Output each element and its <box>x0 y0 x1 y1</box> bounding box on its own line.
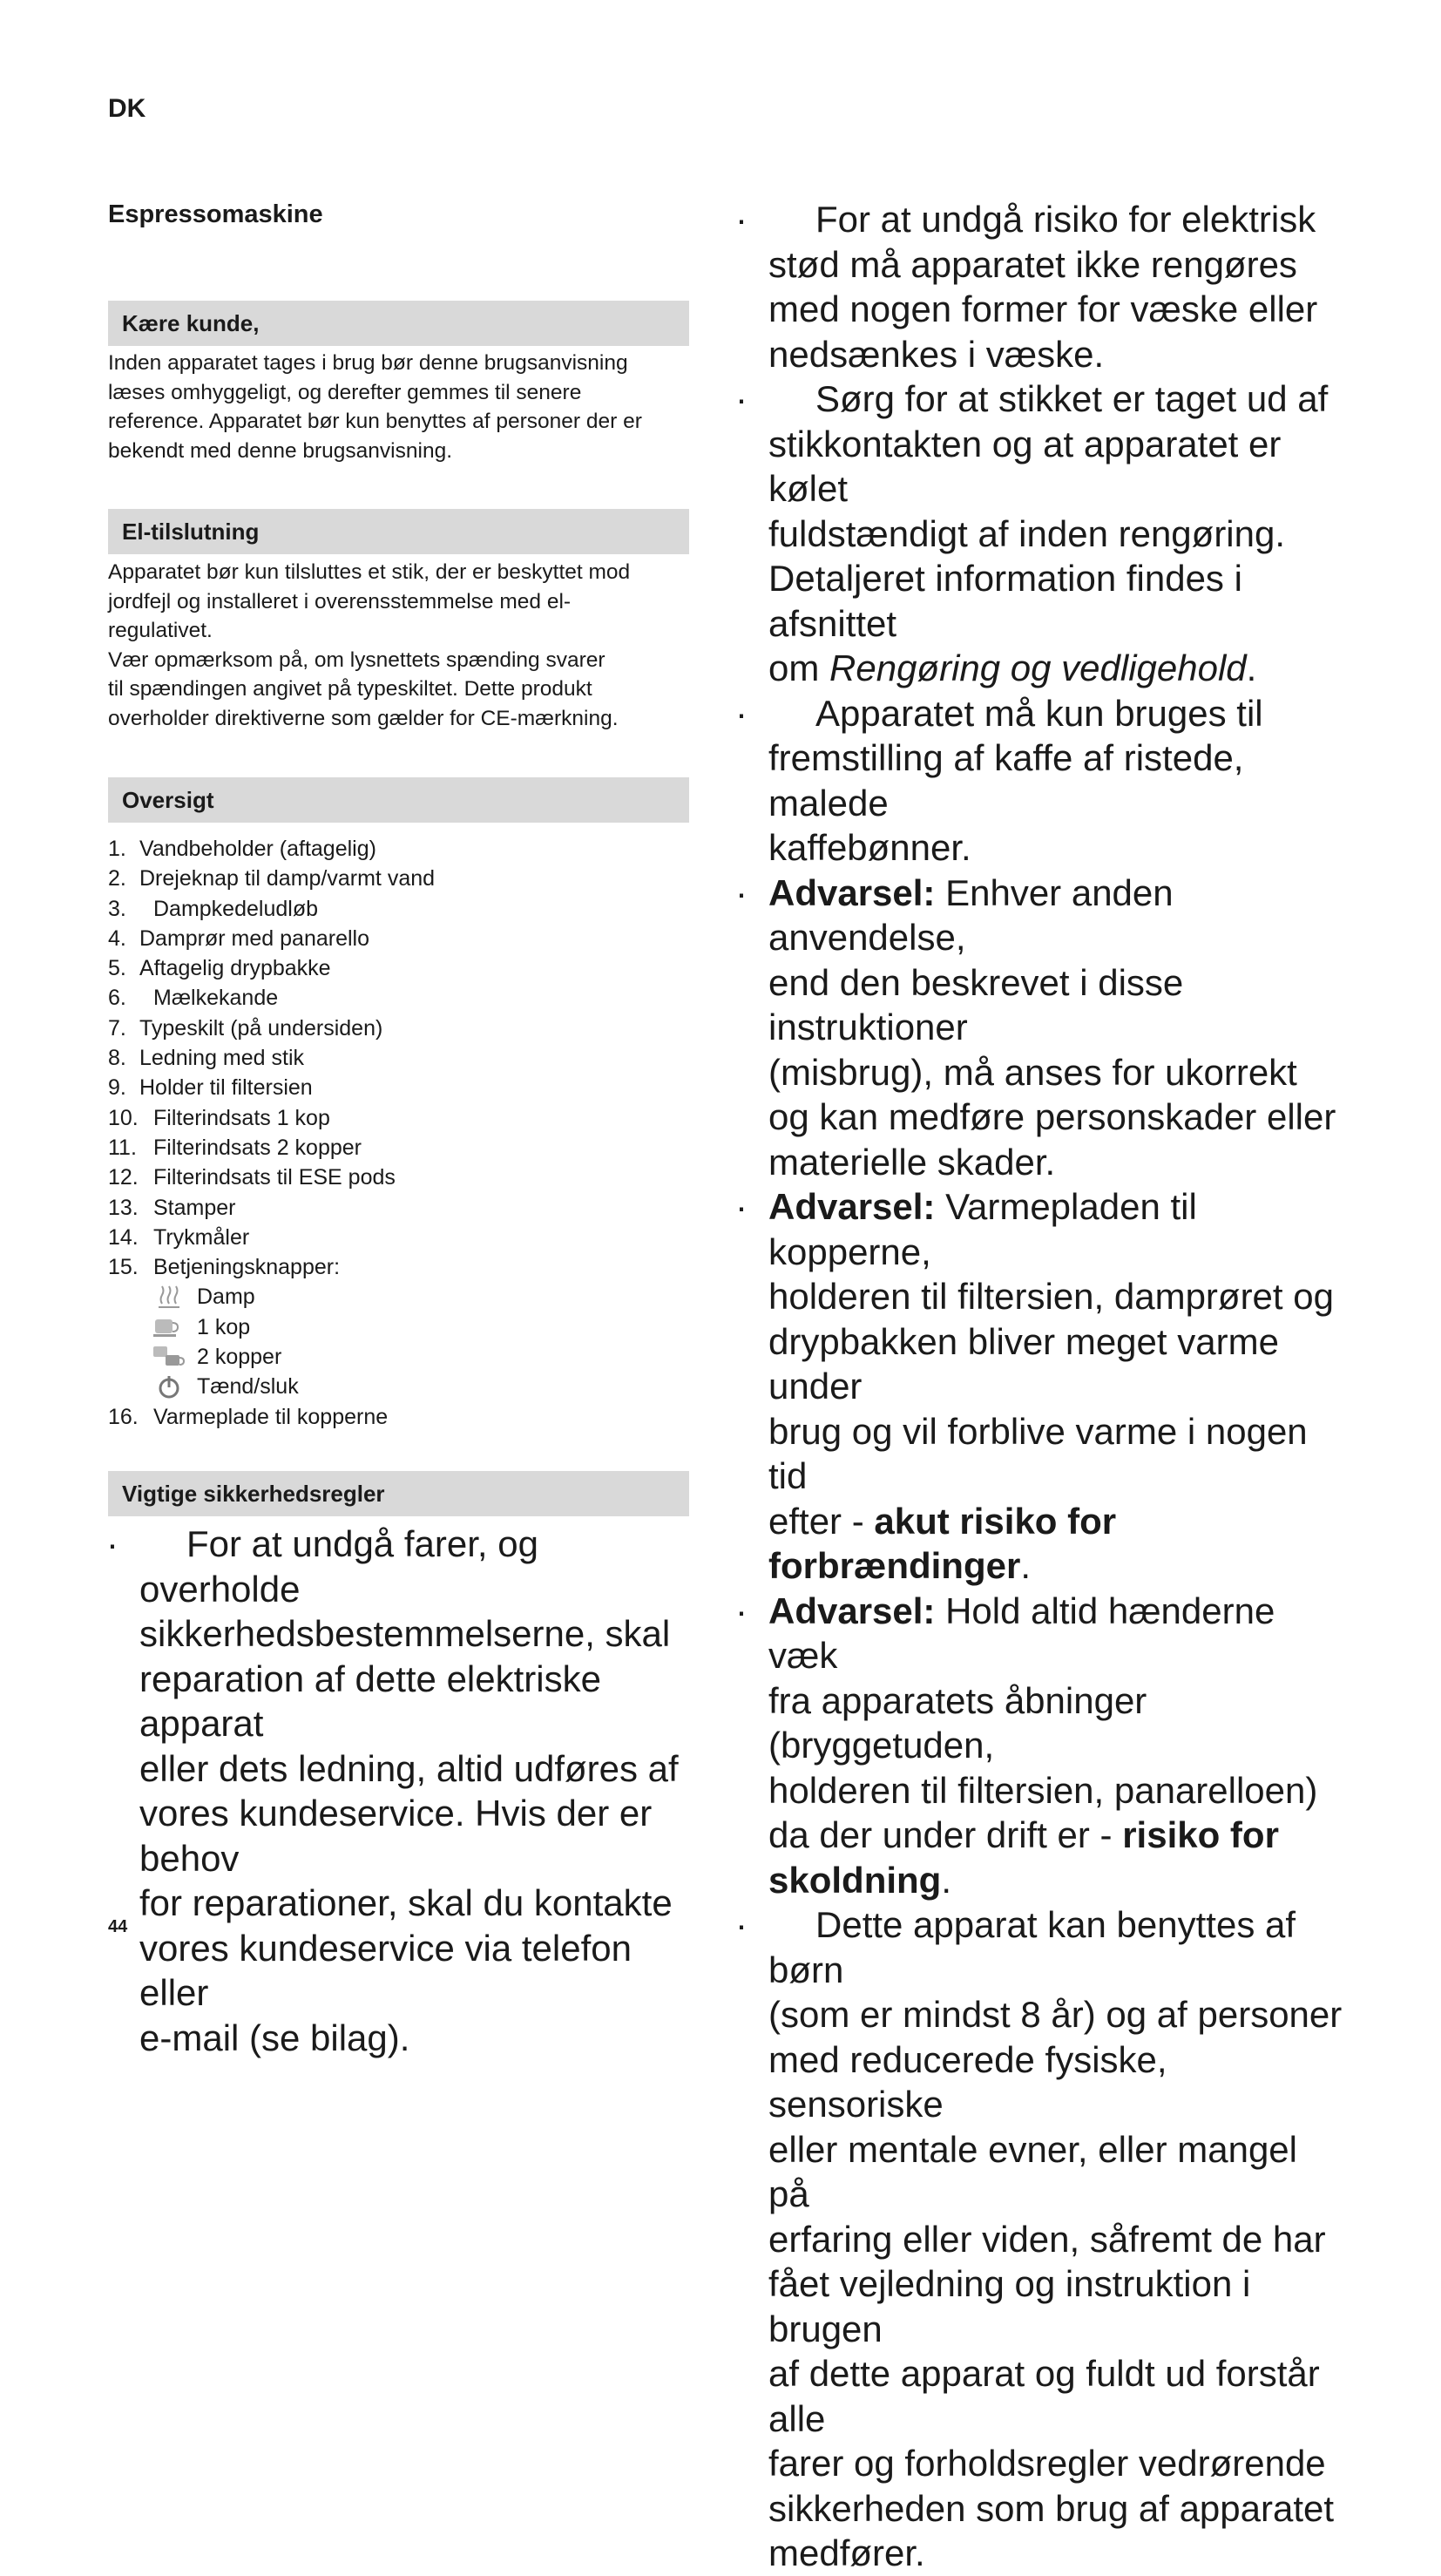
safety-rule-repair: · For at undgå farer, og overholde sikkerhedsbestemmelserne, skal reparation af dette elektriske apparat eller dets ledning, altid udføres af vores kundeservice. Hvis der er behov for reparationer, skal du kontakte vores kundeservice via telefon eller e-mail (se bilag). <box>106 1523 679 2058</box>
overview-list <box>108 834 689 1432</box>
bullet: · <box>106 1523 118 1564</box>
page-title: Espressomaskine <box>108 200 323 228</box>
safety-rule-use: · Apparatet må kun bruges til fremstilling af kaffe af ristede, malede kaffebønner. <box>735 692 1263 868</box>
text-line: Apparatet bør kun tilsluttes et stik, der er beskyttet mod <box>108 560 631 584</box>
list-item: 11. Filterindsats 2 kopper <box>108 1135 362 1160</box>
list-item: 5. Aftagelig drypbakke <box>108 956 331 981</box>
text-line: jordfejl og installeret i overensstemmelse med el- <box>108 589 572 613</box>
steam-icon <box>152 1285 186 1311</box>
text-line: bekendt med denne brugsanvisning. <box>108 438 453 463</box>
safety-rule-children: · Dette apparat kan benyttes af børn (som er mindst 8 år) og af personer med reducerede fysiske, sensoriske eller mentale evner, eller mangel på erfaring eller viden, såfremt de har fået vejledning og instruktion i brugen af dette apparat og fuldt ud forstår alle farer og forholdsregler vedrørende sikkerheden som brug af apparatet medfører. <box>735 1904 1343 2573</box>
safety-rules-right <box>737 197 1347 2576</box>
section-heading-oversigt: Oversigt <box>108 777 689 823</box>
list-item: 3. Dampkedeludløb <box>108 896 318 921</box>
text-line: Vær opmærksom på, om lysnettets spænding svarer <box>108 647 605 672</box>
list-item: 8. Ledning med stik <box>108 1046 305 1071</box>
list-item: 13. Stamper <box>108 1195 236 1220</box>
list-item: 6. Mælkekande <box>108 986 279 1011</box>
power-icon <box>152 1373 186 1400</box>
text-line: regulativet. <box>108 619 213 642</box>
list-item: 7. Typeskilt (på undersiden) <box>108 1015 383 1041</box>
button-item-two-cups: 2 kopper <box>108 1342 689 1372</box>
text-line: reference. Apparatet bør kun benyttes af personer der er <box>108 410 642 433</box>
list-item: 12. Filterindsats til ESE pods <box>108 1165 396 1190</box>
page-number: 44 <box>108 1917 128 1936</box>
intro-paragraph <box>108 349 689 465</box>
list-item: 10. Filterindsats 1 kop <box>108 1105 330 1130</box>
list-item: 14. Trykmåler <box>108 1224 250 1250</box>
section-heading-sikkerhed: Vigtige sikkerhedsregler <box>108 1471 689 1516</box>
safety-rule-liquid: · For at undgå risiko for elektrisk stød må apparatet ikke rengøres med nogen former for væske eller nedsænkes i væske. <box>735 199 1318 375</box>
text-line: Inden apparatet tages i brug bør denne brugsanvisning <box>108 351 628 375</box>
list-item: 4. Damprør med panarello <box>108 925 369 951</box>
button-item-one-cup: 1 kop <box>108 1312 689 1342</box>
safety-rule-unplug: · Sørg for at stikket er taget ud af stikkontakten og at apparatet er kølet fuldstændigt af inden rengøring. Detaljeret information findes i afsnittet om Rengøring og vedligehold. <box>735 378 1329 688</box>
list-item: 1. Vandbeholder (aftagelig) <box>108 837 376 861</box>
el-paragraph <box>108 558 689 733</box>
text-line: til spændingen angivet på typeskiltet. Dette produkt <box>108 677 592 701</box>
list-item: 2. Drejeknap til damp/varmt vand <box>108 866 436 891</box>
list-item: 15. Betjeningsknapper: <box>108 1255 341 1280</box>
section-heading-el: El-tilslutning <box>108 509 689 554</box>
section-heading-kunde: Kære kunde, <box>108 301 689 346</box>
two-cups-icon <box>152 1344 186 1370</box>
list-item: 16. Varmeplade til kopperne <box>108 1404 389 1429</box>
button-item-steam: Damp <box>108 1282 689 1312</box>
list-item: 9. Holder til filtersien <box>108 1075 313 1101</box>
language-code: DK <box>108 94 146 123</box>
one-cup-icon <box>152 1314 186 1340</box>
button-item-power: Tænd/sluk <box>108 1372 689 1401</box>
warning-misuse: · Advarsel: Enhver anden anvendelse, end den beskrevet i disse instruktioner (misbrug), må anses for ukorrekt og kan medføre personskader eller materielle skader. <box>735 871 1336 1183</box>
warning-scalding: · Advarsel: Hold altid hænderne væk fra apparatets åbninger (bryggetuden, holderen til filtersien, panarelloen) da der under drift er - risiko for skoldning. <box>735 1590 1318 1901</box>
text-line: læses omhyggeligt, og derefter gemmes til senere <box>108 380 582 404</box>
warning-hot-parts: · Advarsel: Varmepladen til kopperne, holderen til filtersien, damprøret og drypbakken bliver meget varme under brug og vil forblive varme i nogen tid efter - akut risiko for forbrændinger. <box>735 1186 1334 1586</box>
text-line: overholder direktiverne som gælder for CE-mærkning. <box>108 706 619 730</box>
